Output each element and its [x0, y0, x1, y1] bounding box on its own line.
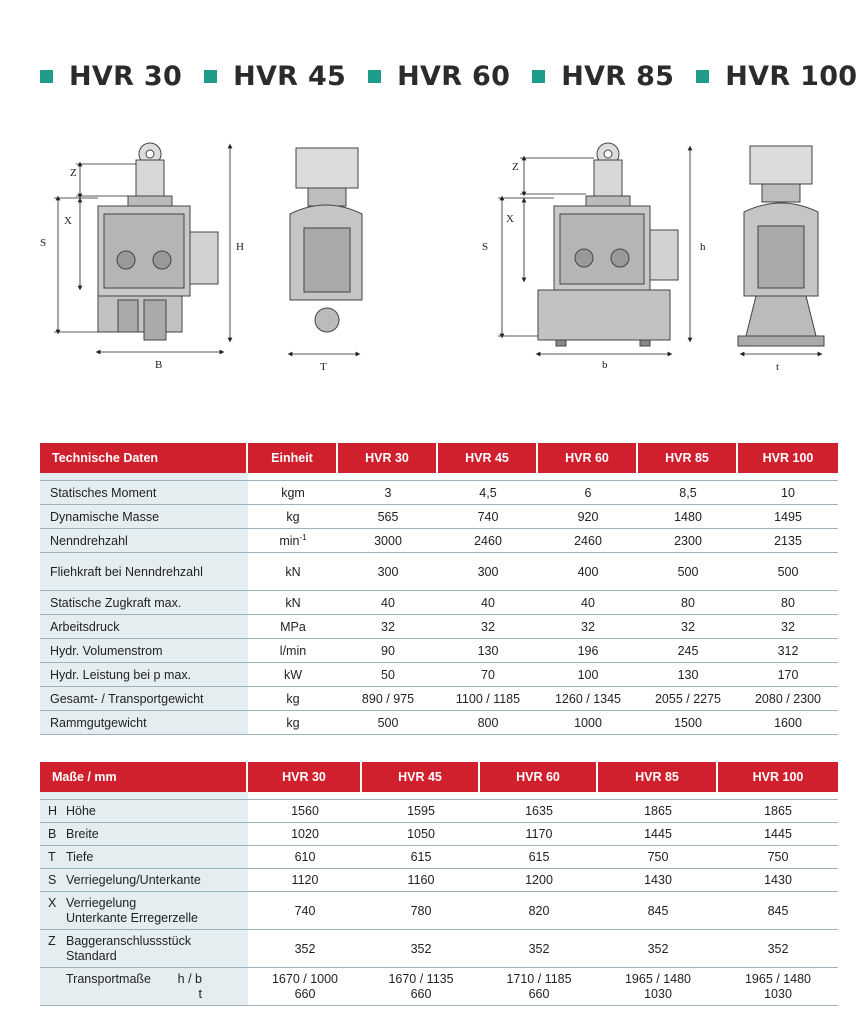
- table-row: [40, 892, 838, 930]
- table-cell: 1865: [718, 800, 838, 823]
- model-heading: [204, 61, 346, 92]
- table-cell: 130: [638, 663, 738, 687]
- table-cell: 2460: [538, 529, 638, 553]
- table-cell: [362, 968, 480, 1006]
- spacer-cell: [248, 473, 338, 481]
- table-cell: 90: [338, 639, 438, 663]
- column-header: HVR 30: [248, 762, 362, 792]
- spacer-cell: [638, 473, 738, 481]
- table-cell: 312: [738, 639, 838, 663]
- model-name: HVR 30: [69, 60, 183, 92]
- row-unit: [248, 639, 338, 663]
- bullet-square-icon: [532, 70, 545, 83]
- table-cell: 1495: [738, 505, 838, 529]
- dimension-label: Verriegelung/Unterkante: [66, 872, 201, 887]
- table-cell: 1445: [718, 823, 838, 846]
- table-cell: 845: [718, 892, 838, 930]
- table-cell: 780: [362, 892, 480, 930]
- dimensions-body: [40, 792, 838, 1006]
- table-cell: 245: [638, 639, 738, 663]
- table-cell: 40: [538, 591, 638, 615]
- column-header: HVR 85: [598, 762, 718, 792]
- row-label: Dynamische Masse: [40, 505, 248, 529]
- spacer-cell: [718, 792, 838, 800]
- model-name: HVR 85: [561, 60, 675, 92]
- table-row: [40, 481, 838, 505]
- dimension-label-line2: Unterkante Erregerzelle: [66, 910, 199, 925]
- table-cell: 1600: [738, 711, 838, 735]
- table-cell: 820: [480, 892, 598, 930]
- table-row-transport: [40, 968, 838, 1006]
- bullet-square-icon: [696, 70, 709, 83]
- unit-text: kg: [286, 715, 300, 730]
- spacer-cell: [480, 792, 598, 800]
- table-cell: 1430: [718, 869, 838, 892]
- dimension-letter: Z: [48, 933, 56, 948]
- unit-superscript: -1: [299, 532, 307, 542]
- table-cell: 400: [538, 553, 638, 591]
- model-name: HVR 60: [397, 60, 511, 92]
- dim-label-x: X: [64, 215, 72, 227]
- model-name: HVR 45: [233, 60, 347, 92]
- table-cell: 500: [738, 553, 838, 591]
- table-cell: 890 / 975: [338, 687, 438, 711]
- column-header: Maße / mm: [40, 762, 248, 792]
- table-row: [40, 663, 838, 687]
- table-cell: 352: [362, 930, 480, 968]
- transport-value-t: 1030: [764, 986, 792, 1001]
- table-cell: 740: [248, 892, 362, 930]
- table-cell: 845: [598, 892, 718, 930]
- transport-label-line: [66, 972, 248, 987]
- bullet-square-icon: [204, 70, 217, 83]
- row-label: [40, 823, 248, 846]
- transport-value-hb: 1670 / 1000: [271, 971, 339, 986]
- table-cell: 1635: [480, 800, 598, 823]
- model-heading: [368, 61, 510, 92]
- table-cell: 2460: [438, 529, 538, 553]
- table-cell: [480, 968, 598, 1006]
- table-cell: 2135: [738, 529, 838, 553]
- table-cell: 1200: [480, 869, 598, 892]
- row-label: [40, 930, 248, 968]
- table-cell: 500: [638, 553, 738, 591]
- dim-label-x-right: X: [506, 213, 514, 225]
- table-cell: 1560: [248, 800, 362, 823]
- row-label: [40, 800, 248, 823]
- table-cell: 3000: [338, 529, 438, 553]
- table-cell: 1120: [248, 869, 362, 892]
- model-heading: [40, 61, 182, 92]
- row-label: [40, 892, 248, 930]
- column-header: HVR 100: [718, 762, 838, 792]
- table-cell: [248, 968, 362, 1006]
- unit-text: kN: [285, 595, 301, 610]
- transport-value-t: 660: [294, 986, 316, 1001]
- model-name: HVR 100: [725, 60, 858, 92]
- table-cell: 1595: [362, 800, 480, 823]
- spacer-cell: [40, 473, 248, 481]
- table-cell: 4,5: [438, 481, 538, 505]
- column-header: HVR 45: [362, 762, 480, 792]
- table-cell: 1260 / 1345: [538, 687, 638, 711]
- column-header: HVR 85: [638, 443, 738, 473]
- table-cell: 32: [438, 615, 538, 639]
- table-cell: 565: [338, 505, 438, 529]
- table-cell: 300: [438, 553, 538, 591]
- column-header: HVR 30: [338, 443, 438, 473]
- table-row: [40, 930, 838, 968]
- transport-sub2: t: [198, 986, 202, 1001]
- table-cell: 740: [438, 505, 538, 529]
- dimension-label: Baggeranschlussstück: [66, 933, 192, 948]
- dimension-letter: S: [48, 872, 57, 887]
- row-label: Statisches Moment: [40, 481, 248, 505]
- row-unit: [248, 687, 338, 711]
- unit-text: l/min: [279, 643, 307, 658]
- unit-text: kg: [286, 691, 300, 706]
- column-header: Technische Daten: [40, 443, 248, 473]
- technical-data-table: [40, 443, 838, 735]
- dimension-label: Höhe: [66, 803, 96, 818]
- table-row: [40, 711, 838, 735]
- spacer-cell: [362, 792, 480, 800]
- table-cell: 80: [638, 591, 738, 615]
- table-cell: 750: [718, 846, 838, 869]
- row-unit: [248, 553, 338, 591]
- transport-sub1: h / b: [177, 971, 202, 986]
- table-cell: 610: [248, 846, 362, 869]
- table-header-row: [40, 762, 838, 792]
- transport-value-t: 1030: [644, 986, 672, 1001]
- table-cell: 1865: [598, 800, 718, 823]
- row-label: Rammgutgewicht: [40, 711, 248, 735]
- row-unit: [248, 663, 338, 687]
- table-row: [40, 639, 838, 663]
- dimension-label: Tiefe: [66, 849, 94, 864]
- spacer-cell: [538, 473, 638, 481]
- row-unit: [248, 481, 338, 505]
- table-cell: 352: [718, 930, 838, 968]
- spacer-row: [40, 473, 838, 481]
- dimension-label: Verriegelung: [66, 895, 137, 910]
- technical-data-body: [40, 473, 838, 735]
- table-cell: 615: [362, 846, 480, 869]
- spacer-cell: [738, 473, 838, 481]
- technical-drawings: [40, 140, 840, 380]
- table-cell: 32: [338, 615, 438, 639]
- table-cell: 1445: [598, 823, 718, 846]
- row-unit: [248, 615, 338, 639]
- model-heading: [696, 61, 857, 92]
- column-header: HVR 100: [738, 443, 838, 473]
- table-cell: 32: [638, 615, 738, 639]
- table-cell: 1500: [638, 711, 738, 735]
- column-header: Einheit: [248, 443, 338, 473]
- transport-value-hb: 1710 / 1185: [506, 971, 572, 986]
- row-label: [40, 869, 248, 892]
- table-cell: 40: [338, 591, 438, 615]
- row-label: Arbeitsdruck: [40, 615, 248, 639]
- model-heading: [532, 61, 674, 92]
- column-header: HVR 45: [438, 443, 538, 473]
- table-cell: 300: [338, 553, 438, 591]
- table-row: [40, 553, 838, 591]
- table-cell: 1480: [638, 505, 738, 529]
- table-cell: [718, 968, 838, 1006]
- spacer-cell: [40, 792, 248, 800]
- table-cell: 170: [738, 663, 838, 687]
- dimension-letter: H: [48, 803, 58, 818]
- row-label: Fliehkraft bei Nenndrehzahl: [40, 553, 248, 591]
- table-cell: 6: [538, 481, 638, 505]
- dimension-letter: X: [48, 895, 57, 910]
- table-cell: 40: [438, 591, 538, 615]
- table-cell: 70: [438, 663, 538, 687]
- table-cell: 1160: [362, 869, 480, 892]
- table-cell: 32: [738, 615, 838, 639]
- dim-label-s-right: S: [482, 241, 489, 253]
- row-label: Nenndrehzahl: [40, 529, 248, 553]
- transport-value-hb: 1965 / 1480: [744, 971, 812, 986]
- unit-text: kg: [286, 509, 300, 524]
- table-cell: 352: [598, 930, 718, 968]
- dim-label-b: B: [155, 359, 163, 371]
- dimension-letter: B: [48, 826, 57, 841]
- table-cell: 920: [538, 505, 638, 529]
- table-cell: 130: [438, 639, 538, 663]
- dim-label-t-lower: t: [776, 361, 780, 373]
- table-cell: 2055 / 2275: [638, 687, 738, 711]
- table-cell: 500: [338, 711, 438, 735]
- unit-text: kW: [283, 667, 303, 682]
- table-cell: 800: [438, 711, 538, 735]
- table-cell: 1050: [362, 823, 480, 846]
- table-cell: 2080 / 2300: [738, 687, 838, 711]
- unit-text: kN: [285, 564, 301, 579]
- table-row: [40, 505, 838, 529]
- row-unit: [248, 529, 338, 553]
- row-label: [40, 846, 248, 869]
- table-row: [40, 869, 838, 892]
- table-row: [40, 529, 838, 553]
- table-cell: 1020: [248, 823, 362, 846]
- table-row: [40, 800, 838, 823]
- table-header-row: [40, 443, 838, 473]
- table-row: [40, 687, 838, 711]
- spacer-cell: [248, 792, 362, 800]
- spacer-cell: [438, 473, 538, 481]
- dimensions-table: [40, 762, 838, 1006]
- table-cell: 8,5: [638, 481, 738, 505]
- spacer-cell: [338, 473, 438, 481]
- dim-label-z: Z: [70, 167, 77, 179]
- unit-text: min: [279, 534, 300, 549]
- table-cell: 750: [598, 846, 718, 869]
- model-header: [40, 56, 858, 96]
- row-label: Gesamt- / Transportgewicht: [40, 687, 248, 711]
- table-row: [40, 823, 838, 846]
- table-cell: 10: [738, 481, 838, 505]
- dimension-label-line2: Standard: [66, 948, 117, 963]
- table-row: [40, 846, 838, 869]
- row-unit: [248, 505, 338, 529]
- table-row: [40, 615, 838, 639]
- table-cell: 352: [248, 930, 362, 968]
- table-cell: 80: [738, 591, 838, 615]
- dim-label-h-lower: h: [700, 241, 706, 253]
- dim-label-b-lower: b: [602, 359, 608, 371]
- table-cell: 1430: [598, 869, 718, 892]
- row-label: Statische Zugkraft max.: [40, 591, 248, 615]
- table-cell: 100: [538, 663, 638, 687]
- dim-label-s: S: [40, 237, 47, 249]
- row-label: Hydr. Leistung bei p max.: [40, 663, 248, 687]
- table-cell: [598, 968, 718, 1006]
- transport-value-t: 660: [410, 986, 432, 1001]
- table-cell: 1100 / 1185: [438, 687, 538, 711]
- bullet-square-icon: [40, 70, 53, 83]
- spacer-cell: [598, 792, 718, 800]
- dimension-letter: T: [48, 849, 56, 864]
- bullet-square-icon: [368, 70, 381, 83]
- transport-value-t: 660: [528, 986, 550, 1001]
- column-header: HVR 60: [480, 762, 598, 792]
- vibrator-drawing-illustration: [40, 140, 840, 380]
- table-cell: 1000: [538, 711, 638, 735]
- transport-value-hb: 1965 / 1480: [624, 971, 692, 986]
- dim-label-t-upper: T: [320, 361, 327, 373]
- unit-text: kgm: [281, 485, 305, 500]
- unit-text: MPa: [280, 619, 306, 634]
- table-cell: 50: [338, 663, 438, 687]
- row-unit: [248, 711, 338, 735]
- dim-label-h: H: [236, 241, 244, 253]
- column-header: HVR 60: [538, 443, 638, 473]
- row-label: [40, 968, 248, 1006]
- table-cell: 196: [538, 639, 638, 663]
- table-cell: 32: [538, 615, 638, 639]
- table-cell: 3: [338, 481, 438, 505]
- dimension-label: Breite: [66, 826, 99, 841]
- table-cell: 1170: [480, 823, 598, 846]
- table-cell: 2300: [638, 529, 738, 553]
- dim-label-z-right: Z: [512, 161, 519, 173]
- row-label: Hydr. Volumenstrom: [40, 639, 248, 663]
- row-unit: [248, 591, 338, 615]
- table-cell: 352: [480, 930, 598, 968]
- table-cell: 615: [480, 846, 598, 869]
- transport-label: Transportmaße: [66, 971, 151, 986]
- spacer-row: [40, 792, 838, 800]
- table-row: [40, 591, 838, 615]
- transport-value-hb: 1670 / 1135: [388, 971, 454, 986]
